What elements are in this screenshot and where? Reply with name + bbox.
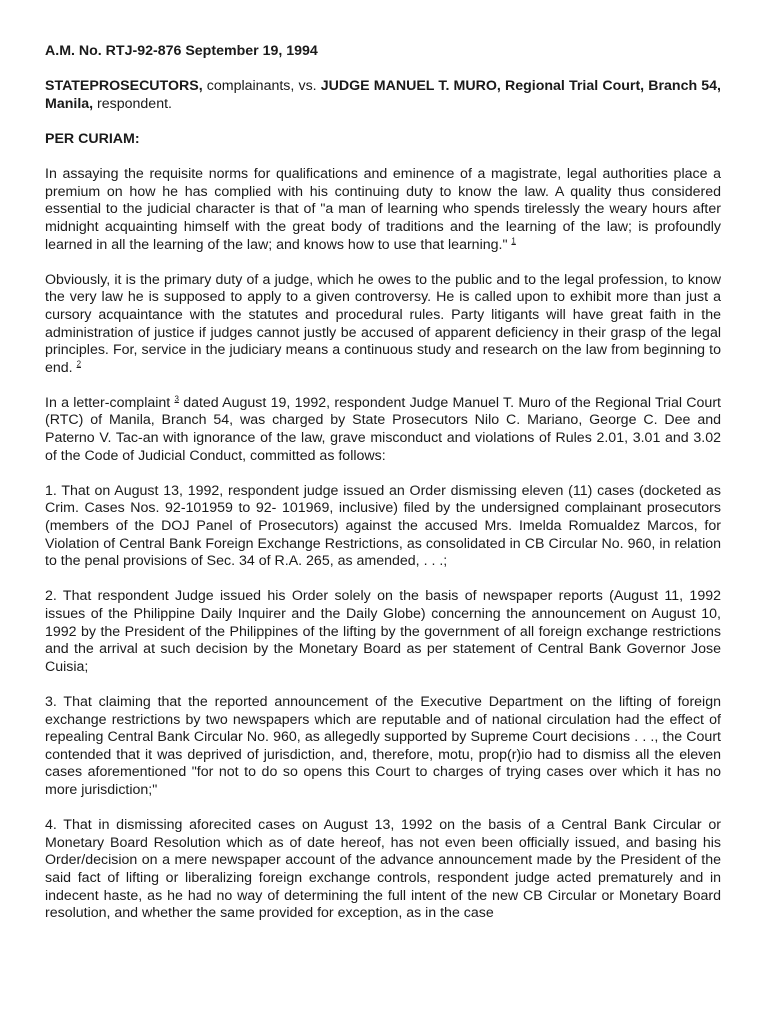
paragraph-2-text: Obviously, it is the primary duty of a judge, which he owes to the public and to the legal profession, to know the very law he is supposed to apply to a given controversy. He is called upon to exhibit more than just a cursory acquaintance with the statutes and procedural rules. Party litigants will have great faith in the administration of justice if judges cannot justly be accused of apparent deficiency in their grasp of the legal principles. For, service in the judiciary means a continuous study and research on the law from beginning to end. (45, 271, 721, 376)
respondent-name: JUDGE MANUEL T. MURO, Regional Trial Court, Branch 54, Manila, (45, 78, 721, 112)
complainant-role: complainants, vs. (202, 78, 321, 95)
paragraph-3-text-b: dated August 19, 1992, respondent Judge Manuel T. Muro of the Regional Trial Court (RTC) of Manila, Branch 54, was charged by State Prosecutors Nilo C. Mariano, George C. Dee and Paterno V. Tac-an with ignorance of the law, grave misconduct and violations of Rules 2.01, 3.01 and 3.02 of the Code of Judicial Conduct, committed as follows: (45, 394, 721, 464)
case-heading: A.M. No. RTJ-92-876 September 19, 1994 (45, 43, 318, 59)
respondent-role: respondent. (93, 95, 172, 112)
parties-line (45, 78, 721, 113)
complainant-name: STATEPROSECUTORS, (45, 78, 203, 95)
charge-item-2: 2. That respondent Judge issued his Order solely on the basis of newspaper reports (August 11, 1992 issues of the Philippine Daily Inquirer and the Daily Globe) concerning the announcement on August 10, 1992 by the President of the Philippines of the lifting by the government of all foreign exchange restrictions and the arrival at such decision by the Monetary Board as per statement of Central Bank Governor Jose Cuisia; (45, 588, 721, 675)
charge-item-1: 1. That on August 13, 1992, respondent judge issued an Order dismissing eleven (11) cases (docketed as Crim. Cases Nos. 92-101959 to 92- 101969, inclusive) filed by the undersigned complainant prosecutors (members of the DOJ Panel of Prosecutors) against the accused Mrs. Imelda Romualdez Marcos, for Violation of Central Bank Foreign Exchange Restrictions, as consolidated in CB Circular No. 960, in relation to the penal provisions of Sec. 34 of R.A. 265, as amended, . . .; (45, 482, 721, 570)
footnote-ref-1[interactable]: 1 (511, 235, 516, 245)
charge-item-4: 4. That in dismissing aforecited cases on August 13, 1992 on the basis of a Central Bank Circular or Monetary Board Resolution which as of date hereof, has not even been officially issued, and basing his Order/decision on a mere newspaper account of the advance announcement made by the President of the said fact of lifting or liberalizing foreign exchange controls, respondent judge acted prematurely and in indecent haste, as he had no way of determining the full intent of the new CB Circular or Monetary Board resolution, and whether the same provided for exception, as in the case (45, 817, 721, 922)
paragraph-2 (45, 272, 721, 378)
footnote-ref-3[interactable]: 3 (174, 394, 179, 404)
document-body (45, 43, 721, 940)
paragraph-1-text: In assaying the requisite norms for qualifications and eminence of a magistrate, legal authorities place a premium on how he has complied with his continuing duty to know the law. A quality thus considered essential to the judicial character is that of "a man of learning who spends tirelessly the weary hours after midnight acquainting himself with the great body of traditions and the learning of the law; is profoundly learned in all the learning of the law; and knows how to use that learning." (45, 166, 721, 253)
paragraph-1 (45, 166, 721, 254)
per-curiam-label: PER CURIAM: (45, 130, 140, 147)
footnote-ref-2[interactable]: 2 (76, 358, 82, 368)
paragraph-3-text-a: In a letter-complaint (45, 394, 175, 411)
paragraph-3 (45, 395, 721, 465)
charge-item-3: 3. That claiming that the reported announcement of the Executive Department on the lifting of foreign exchange restrictions by two newspapers which are reputable and of national circulation had the effect of repealing Central Bank Circular No. 960, as allegedly supported by Supreme Court decisions . . ., the Court contended that it was deprived of jurisdiction, and, therefore, motu, prop(r)io had to dismiss all the eleven cases aforementioned "for not to do so opens this Court to charges of trying cases over which it has no more jurisdiction;" (45, 693, 721, 798)
